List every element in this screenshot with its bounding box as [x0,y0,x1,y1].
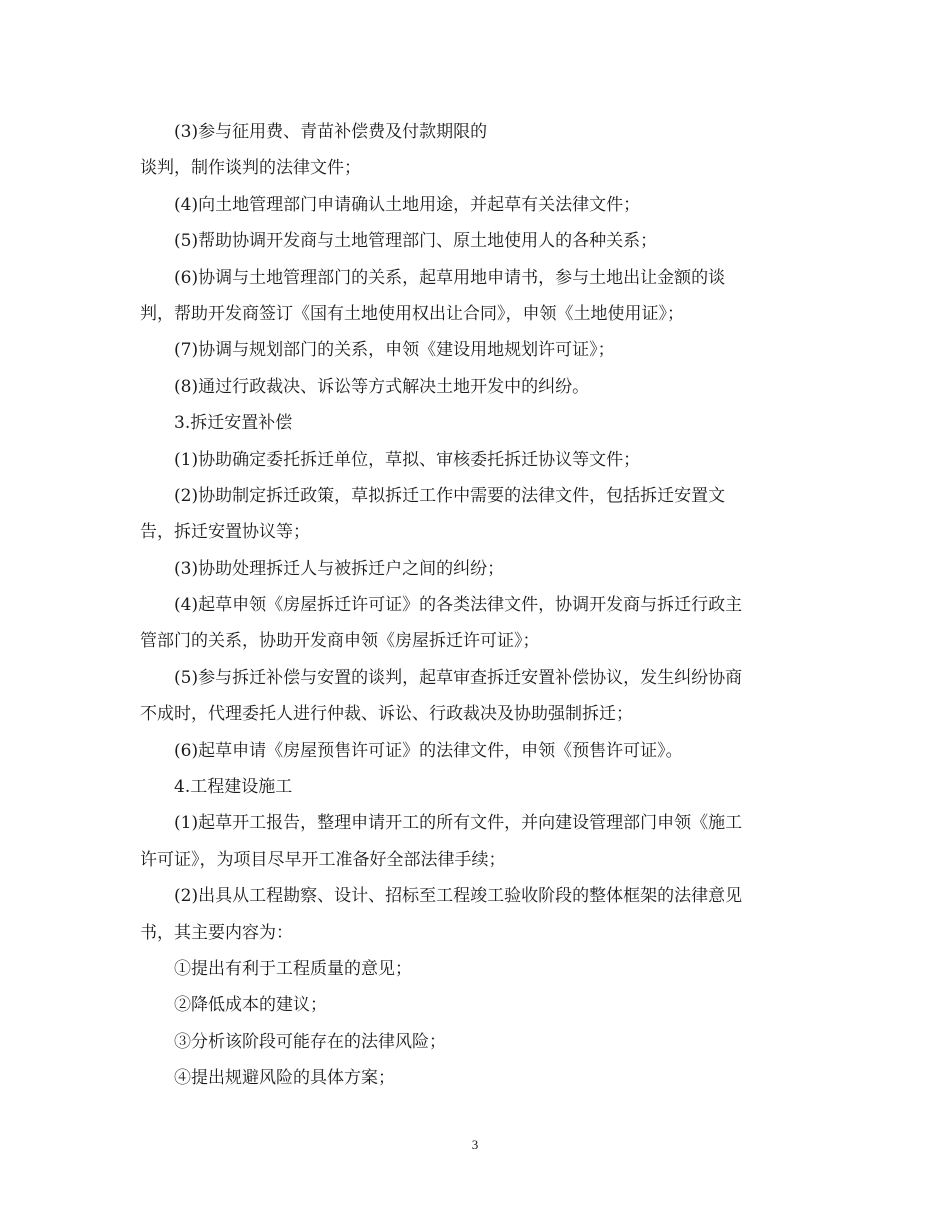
page-body [140,114,816,1097]
section-heading: 4.工程建设施工 [174,777,293,798]
paragraph-line: 告，拆迁安置协议等； [140,522,310,543]
paragraph-line: (5)帮助协调开发商与土地管理部门、原土地使用人的各种关系； [174,231,658,252]
paragraph-line: (3)参与征用费、青苗补偿费及付款期限的 [174,122,488,142]
list-item: ①提出有利于工程质量的意见； [174,958,412,979]
paragraph-line: (3)协助处理拆迁人与被拆迁户之间的纠纷； [174,558,505,579]
list-item: ②降低成本的建议； [174,995,327,1016]
paragraph-line: (4)向土地管理部门申请确认土地用途，并起草有关法律文件； [174,194,641,215]
paragraph-line: 许可证》，为项目尽早开工准备好全部法律手续； [140,849,506,870]
paragraph-line: (6)起草申请《房屋预售许可证》的法律文件，申领《预售许可证》。 [174,740,683,761]
paragraph-line: 管部门的关系，协助开发商申领《房屋拆迁许可证》； [140,631,540,652]
paragraph-line: (5)参与拆迁补偿与安置的谈判，起草审查拆迁安置补偿协议，发生纠纷协商 [174,667,743,688]
paragraph-line: (8)通过行政裁决、诉讼等方式解决土地开发中的纠纷。 [174,376,590,397]
paragraph-line: 不成时，代理委托人进行仲裁、诉讼、行政裁决及协助强制拆迁； [140,704,633,725]
paragraph-line: 判，帮助开发商签订《国有土地使用权出让合同》，申领《土地使用证》； [140,303,684,324]
paragraph-line: 谈判，制作谈判的法律文件； [140,158,361,179]
section-heading: 3.拆迁安置补偿 [174,413,293,434]
paragraph-line: (4)起草申领《房屋拆迁许可证》的各类法律文件，协调开发商与拆迁行政主 [174,595,743,616]
page-number: 3 [471,1137,479,1152]
paragraph-line: 书，其主要内容为： [140,922,293,943]
paragraph-line: (1)起草开工报告，整理申请开工的所有文件，并向建设管理部门申领《施工 [174,813,743,834]
list-item: ③分析该阶段可能存在的法律风险； [174,1031,446,1052]
paragraph-line: (2)协助制定拆迁政策，草拟拆迁工作中需要的法律文件，包括拆迁安置文 [174,485,726,506]
list-item: ④提出规避风险的具体方案； [174,1068,395,1089]
paragraph-line: (7)协调与规划部门的关系，申领《建设用地规划许可证》； [174,340,615,361]
paragraph-line: (2)出具从工程勘察、设计、招标至工程竣工验收阶段的整体框架的法律意见 [174,886,743,907]
paragraph-line: (6)协调与土地管理部门的关系，起草用地申请书，参与土地出让金额的谈 [174,267,726,288]
paragraph-line: (1)协助确定委托拆迁单位，草拟、审核委托拆迁协议等文件； [174,449,641,470]
